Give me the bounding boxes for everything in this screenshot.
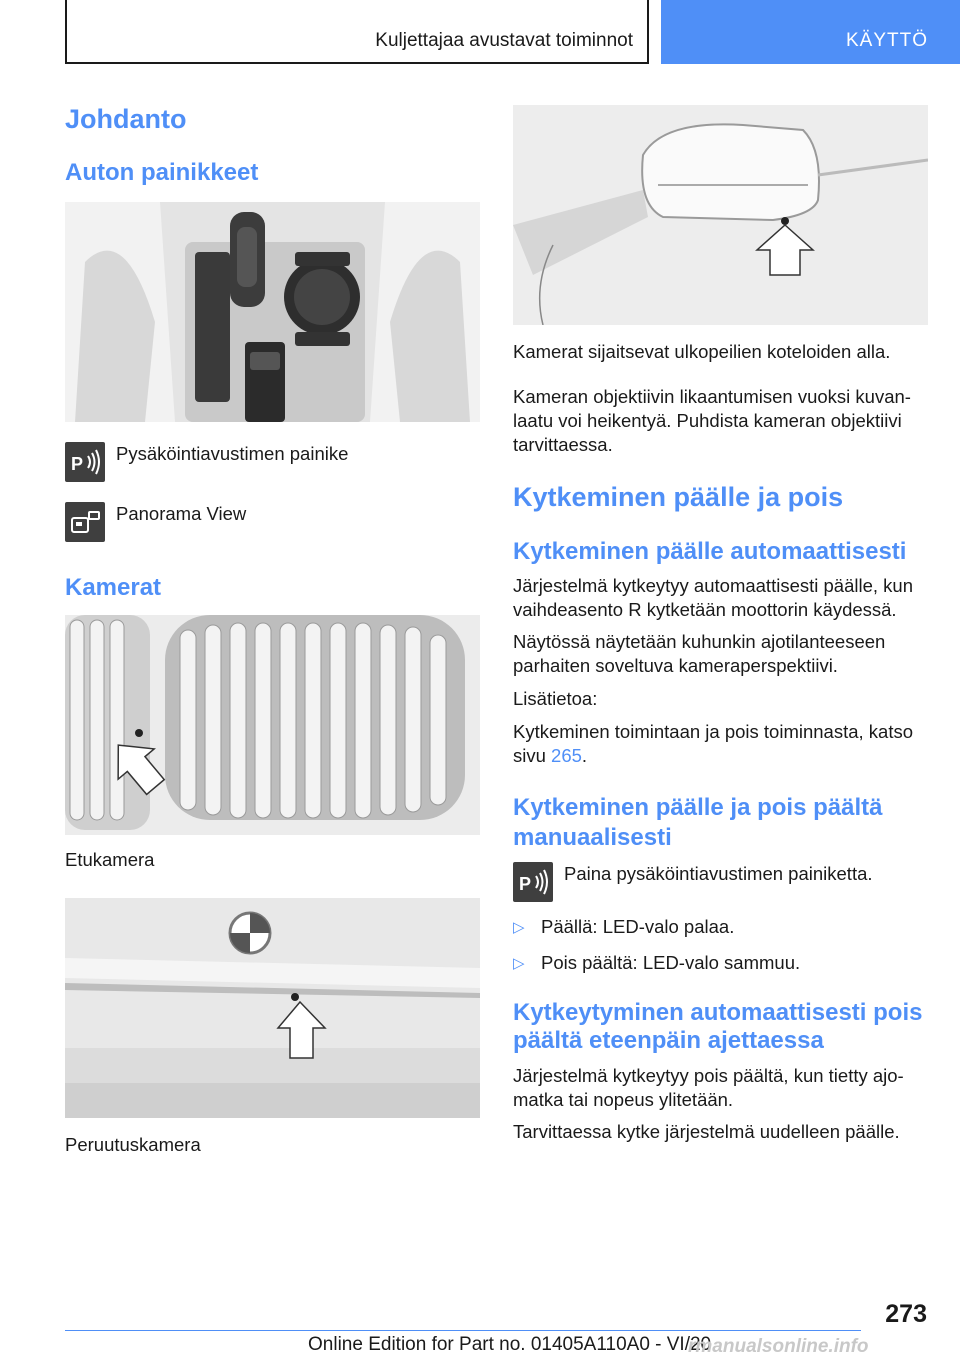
lens-paragraph-line3: tarvittaessa. bbox=[513, 434, 613, 455]
header-tab-label: KÄYTTÖ bbox=[845, 30, 928, 51]
more-info-label: Lisätietoa: bbox=[513, 688, 598, 709]
heading-kytkeminen: Kytkeminen päälle ja pois bbox=[513, 482, 844, 512]
reference-suffix: . bbox=[581, 745, 588, 766]
center-console-image bbox=[65, 202, 480, 422]
heading-auto-off-line1: Kytkeytyminen automaattisesti pois bbox=[513, 999, 923, 1026]
heading-auto-off-line2: päältä eteenpäin ajettaessa bbox=[513, 1027, 824, 1054]
auto-off-paragraph-line1: Järjestelmä kytkeytyy pois päältä, kun tietty ajo- bbox=[513, 1065, 904, 1086]
side-mirror-camera-image bbox=[513, 105, 928, 325]
view-paragraph-line1: Näytössä näytetään kuhunkin ajotilanteeseen bbox=[513, 631, 886, 652]
lens-paragraph-line1: Kameran objektiivin likaantumisen vuoksi kuvan- bbox=[513, 386, 911, 407]
front-grille-camera-image bbox=[65, 615, 480, 835]
reference-prefix: sivu bbox=[513, 745, 552, 766]
header-section-title: Kuljettajaa avustavat toiminnot bbox=[375, 30, 633, 51]
bullet-led-off: Pois päältä: LED-valo sammuu. bbox=[541, 952, 801, 973]
auto-off-paragraph-line2: matka tai nopeus ylitetään. bbox=[513, 1089, 734, 1110]
bullet-led-on: Päällä: LED-valo palaa. bbox=[541, 916, 735, 937]
heading-auton-painikkeet: Auton painikkeet bbox=[65, 159, 259, 186]
reactivate-paragraph: Tarvittaessa kytke järjestelmä uudelleen päälle. bbox=[513, 1121, 900, 1142]
watermark: rmanualsonline.info bbox=[688, 1336, 869, 1357]
heading-kamerat: Kamerat bbox=[65, 574, 162, 601]
heading-manuaalisesti-line2: manuaalisesti bbox=[513, 824, 672, 851]
header-section-box bbox=[65, 0, 649, 64]
mirror-caption: Kamerat sijaitsevat ulkopeilien koteloiden alla. bbox=[513, 341, 891, 362]
reference-line1: Kytkeminen toimintaan ja pois toiminnasta, katso bbox=[513, 721, 914, 742]
heading-automaattisesti: Kytkeminen päälle automaattisesti bbox=[513, 538, 907, 565]
parking-assist-button-icon bbox=[65, 442, 105, 482]
bullet-triangle-icon: ▷ bbox=[513, 955, 525, 972]
svg-text:P: P bbox=[519, 874, 532, 894]
svg-text:P: P bbox=[71, 454, 84, 474]
page-number: 273 bbox=[885, 1300, 927, 1328]
auto-paragraph-line1: Järjestelmä kytkeytyy automaattisesti päälle, kun bbox=[513, 575, 913, 596]
footer-divider bbox=[65, 1330, 861, 1331]
reference-line2 bbox=[513, 744, 587, 768]
footer-edition: Online Edition for Part no. 01405A110A0 - VI/20 bbox=[308, 1334, 712, 1355]
auto-paragraph-line2: vaihdeasento R kytketään moottorin käydessä. bbox=[513, 599, 897, 620]
parking-assist-button-icon-2 bbox=[513, 862, 553, 902]
bullet-triangle-icon: ▷ bbox=[513, 919, 525, 936]
heading-manuaalisesti-line1: Kytkeminen päälle ja pois päältä bbox=[513, 794, 883, 821]
panorama-view-icon bbox=[65, 502, 105, 542]
heading-johdanto: Johdanto bbox=[65, 104, 187, 134]
view-paragraph-line2: parhaiten soveltuva kameraperspektiivi. bbox=[513, 655, 838, 676]
page-265-link[interactable]: 265 bbox=[551, 745, 582, 766]
header-tab[interactable] bbox=[661, 0, 960, 64]
parking-assist-button-label: Pysäköintiavustimen painike bbox=[116, 443, 349, 464]
rear-camera-image bbox=[65, 898, 480, 1118]
panorama-view-label: Panorama View bbox=[116, 503, 247, 524]
front-camera-caption: Etukamera bbox=[65, 849, 155, 870]
rear-camera-caption: Peruutuskamera bbox=[65, 1134, 201, 1155]
press-button-instruction: Paina pysäköintiavustimen painiketta. bbox=[564, 863, 873, 884]
lens-paragraph-line2: laatu voi heikentyä. Puhdista kameran objektiivi bbox=[513, 410, 902, 431]
